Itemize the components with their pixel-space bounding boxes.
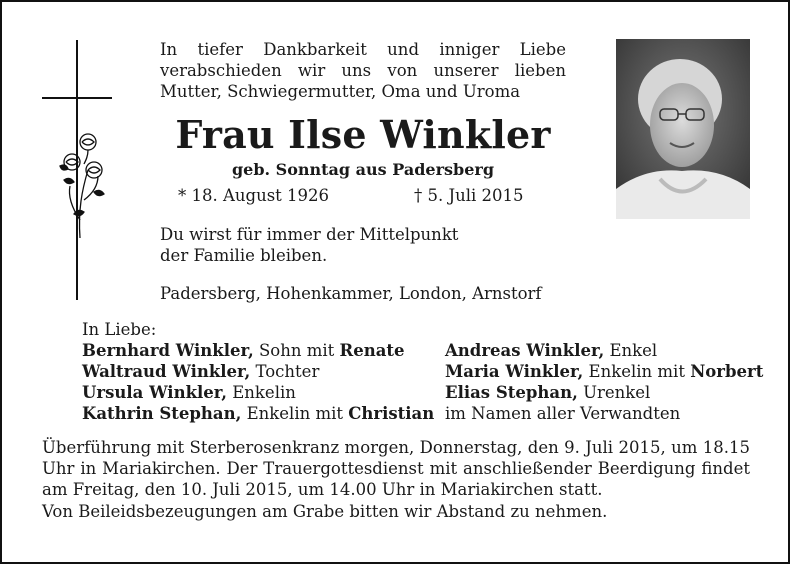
mourner-name: Bernhard Winkler,: [82, 341, 254, 360]
deceased-name: Frau Ilse Winkler: [175, 112, 551, 157]
mourner-name: Waltraud Winkler,: [82, 362, 251, 381]
cross-bar: [42, 97, 112, 99]
mourners-left: [82, 340, 435, 424]
mourner-relation: Enkelin: [227, 383, 296, 402]
mourner-partner: Norbert: [690, 362, 764, 381]
mourner-row: [445, 340, 755, 361]
birth-date: * 18. August 1926: [178, 186, 330, 205]
mourner-row: [82, 340, 432, 361]
condolences-notice: Von Beileidsbezeugungen am Grabe bitten wir Abstand zu nehmen.: [42, 502, 608, 521]
mourners-right: [445, 340, 764, 424]
mourner-relation: Enkel: [604, 341, 658, 360]
motto-line: Du wirst für immer der Mittelpunkt: [160, 225, 459, 244]
mourner-name: Ursula Winkler,: [82, 383, 228, 402]
mourner-relation: Sohn mit: [253, 341, 340, 360]
mourner-row: [82, 403, 435, 424]
rose-icon: [54, 130, 110, 240]
mourner-name: Kathrin Stephan,: [82, 404, 242, 423]
mourner-relation: Enkelin mit: [241, 404, 349, 423]
places: Padersberg, Hohenkammer, London, Arnstorf: [160, 284, 542, 303]
intro-text: In tiefer Dankbarkeit und inniger Liebe verabschieden wir uns von unserer lieben Mutter, Schwiegermutter, Oma und Uroma: [160, 40, 566, 101]
mourner-row: [445, 382, 755, 403]
mourner-relation: Enkelin mit: [583, 362, 691, 381]
mourner-name: Andreas Winkler,: [445, 341, 605, 360]
mourner-row: [82, 382, 432, 403]
maiden-name: geb. Sonntag aus Padersberg: [231, 160, 495, 179]
mourner-row: [445, 403, 755, 424]
mourner-partner: Renate: [339, 341, 405, 360]
mourner-relation: Tochter: [250, 362, 320, 381]
transfer-notice: Überführung mit Sterberosenkranz morgen, Donnerstag, den 9. Juli 2015, um 18.15 Uhr in Mariakirchen. Der Trauergottesdienst mit anschließender Beerdigung findet am Freitag, den 10. Juli 2015, um 14.00 Uhr in Mariakirchen statt.: [42, 438, 750, 499]
mourner-name: Elias Stephan,: [445, 383, 578, 402]
mourner-relation: im Namen aller Verwandten: [445, 404, 681, 423]
mourner-name: Maria Winkler,: [445, 362, 584, 381]
mourner-partner: Christian: [348, 404, 435, 423]
portrait-photo: [616, 39, 750, 219]
mourner-row: [445, 361, 764, 382]
in-love-label: In Liebe:: [82, 320, 157, 339]
mourner-relation: Urenkel: [577, 383, 651, 402]
motto-line: der Familie bleiben.: [160, 246, 328, 265]
motto: [160, 224, 500, 266]
mourner-row: [82, 361, 432, 382]
death-date: † 5. Juli 2015: [414, 186, 524, 205]
